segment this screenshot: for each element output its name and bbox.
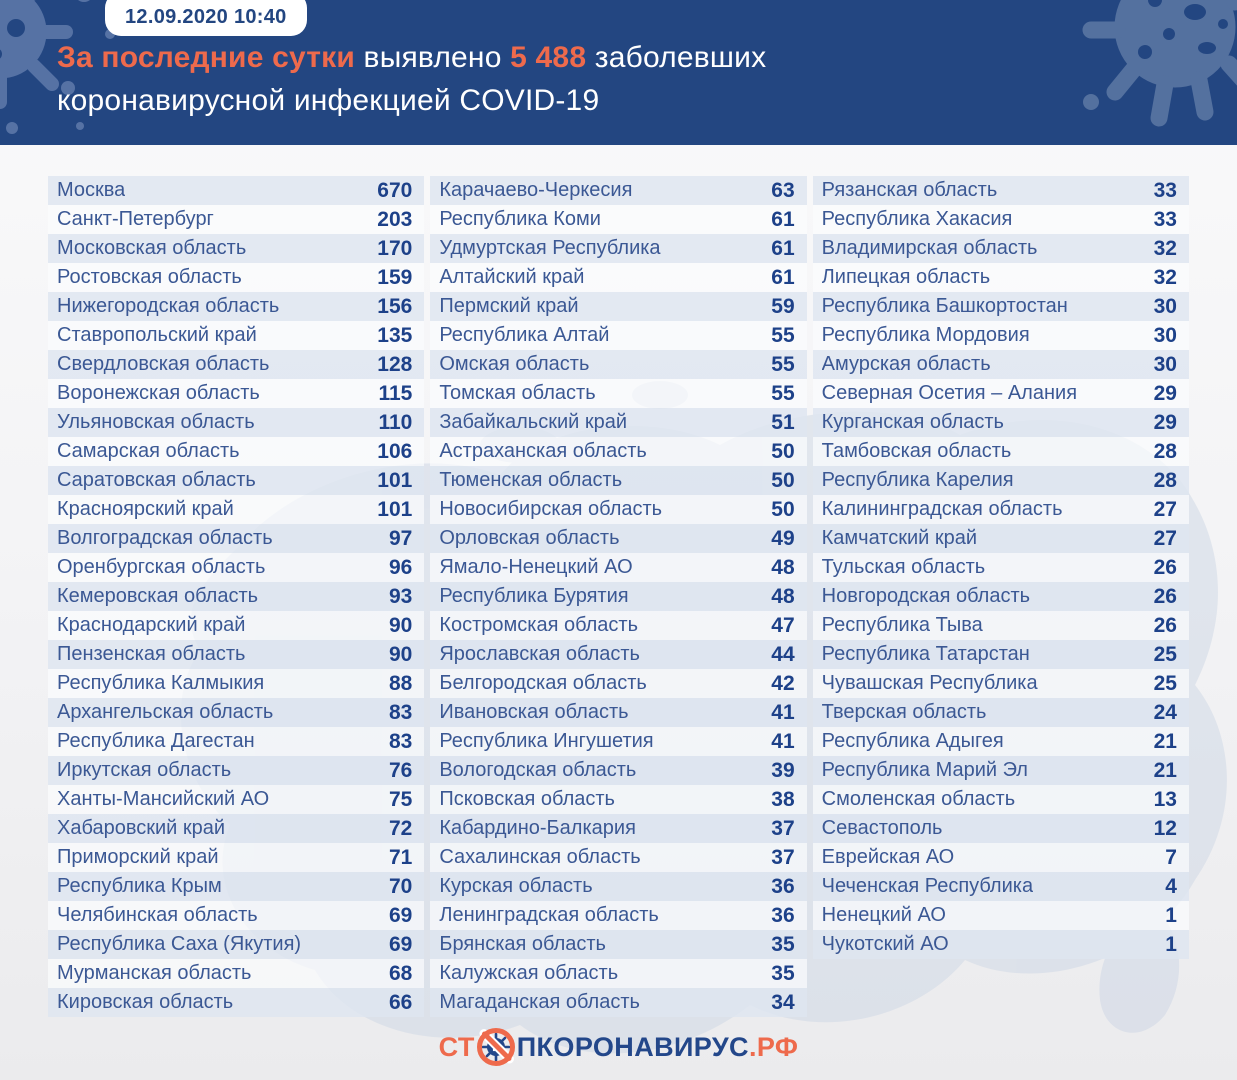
region-name: Республика Коми bbox=[439, 208, 601, 230]
region-name: Чукотский АО bbox=[821, 933, 949, 955]
datetime-badge: 12.09.2020 10:40 bbox=[105, 0, 307, 36]
table-row bbox=[48, 495, 424, 524]
region-name: Республика Калмыкия bbox=[57, 672, 265, 694]
region-name: Республика Адыгея bbox=[821, 730, 1004, 752]
table-row bbox=[430, 843, 806, 872]
region-name: Калининградская область bbox=[821, 498, 1063, 520]
no-virus-icon bbox=[476, 1027, 516, 1067]
table-row bbox=[48, 930, 424, 959]
table-row bbox=[813, 930, 1189, 959]
region-name: Костромская область bbox=[439, 614, 639, 636]
region-name: Самарская область bbox=[57, 440, 240, 462]
region-name: Карачаево-Черкесия bbox=[439, 179, 633, 201]
table-row bbox=[813, 234, 1189, 263]
table-row bbox=[813, 553, 1189, 582]
logo-prefix: СТ bbox=[438, 1031, 475, 1062]
regions-table bbox=[48, 176, 1189, 1017]
table-row bbox=[48, 756, 424, 785]
table-row bbox=[813, 176, 1189, 205]
region-value: 50 bbox=[771, 439, 795, 463]
table-row bbox=[48, 582, 424, 611]
table-row bbox=[48, 553, 424, 582]
region-value: 128 bbox=[377, 352, 413, 376]
region-value: 63 bbox=[771, 178, 795, 202]
region-name: Ставропольский край bbox=[57, 324, 257, 346]
region-name: Псковская область bbox=[439, 788, 615, 810]
region-name: Республика Ингушетия bbox=[439, 730, 654, 752]
region-value: 13 bbox=[1153, 787, 1177, 811]
table-row bbox=[48, 814, 424, 843]
region-name: Кабардино-Балкария bbox=[439, 817, 636, 839]
region-value: 69 bbox=[388, 903, 413, 927]
region-value: 47 bbox=[771, 613, 795, 637]
table-row bbox=[430, 524, 806, 553]
region-value: 61 bbox=[771, 265, 795, 289]
region-value: 21 bbox=[1153, 758, 1177, 782]
region-name: Тамбовская область bbox=[821, 440, 1012, 462]
region-value: 1 bbox=[1165, 903, 1177, 927]
table-row bbox=[430, 611, 806, 640]
region-value: 101 bbox=[377, 468, 413, 492]
region-value: 37 bbox=[771, 816, 795, 840]
region-value: 7 bbox=[1165, 845, 1177, 869]
region-value: 21 bbox=[1153, 729, 1177, 753]
region-name: Чувашская Республика bbox=[821, 672, 1038, 694]
table-row bbox=[430, 785, 806, 814]
region-value: 36 bbox=[771, 903, 795, 927]
table-row bbox=[48, 205, 424, 234]
table-row bbox=[430, 872, 806, 901]
table-row bbox=[813, 321, 1189, 350]
region-value: 66 bbox=[388, 990, 413, 1014]
table-row bbox=[813, 379, 1189, 408]
region-name: Республика Тыва bbox=[821, 614, 983, 636]
region-value: 69 bbox=[388, 932, 413, 956]
region-value: 28 bbox=[1153, 468, 1177, 492]
region-value: 61 bbox=[771, 236, 795, 260]
region-name: Республика Хакасия bbox=[821, 208, 1013, 230]
table-row bbox=[813, 698, 1189, 727]
region-name: Оренбургская область bbox=[57, 556, 266, 578]
table-row bbox=[430, 814, 806, 843]
region-name: Республика Алтай bbox=[439, 324, 610, 346]
table-row bbox=[430, 263, 806, 292]
region-value: 71 bbox=[388, 845, 413, 869]
table-row bbox=[430, 988, 806, 1017]
title-highlight: За последние сутки bbox=[57, 41, 356, 74]
table-column bbox=[813, 176, 1189, 1017]
region-name: Владимирская область bbox=[821, 237, 1038, 259]
table-row bbox=[430, 176, 806, 205]
virus-splash-icon bbox=[1047, 0, 1237, 145]
table-row bbox=[430, 350, 806, 379]
region-name: Еврейская АО bbox=[821, 846, 955, 868]
region-name: Республика Татарстан bbox=[821, 643, 1030, 665]
table-row bbox=[813, 843, 1189, 872]
region-value: 110 bbox=[378, 410, 413, 434]
region-name: Тюменская область bbox=[439, 469, 623, 491]
table-row bbox=[813, 640, 1189, 669]
table-row bbox=[48, 698, 424, 727]
region-value: 93 bbox=[388, 584, 413, 608]
footer bbox=[0, 1022, 1237, 1072]
region-name: Магаданская область bbox=[439, 991, 640, 1013]
region-name: Орловская область bbox=[439, 527, 620, 549]
region-value: 30 bbox=[1153, 323, 1177, 347]
region-value: 90 bbox=[388, 613, 413, 637]
table-row bbox=[48, 466, 424, 495]
table-row bbox=[813, 350, 1189, 379]
region-name: Ульяновская область bbox=[57, 411, 255, 433]
table-row bbox=[48, 234, 424, 263]
region-name: Белгородская область bbox=[439, 672, 647, 694]
region-value: 39 bbox=[771, 758, 795, 782]
table-row bbox=[48, 321, 424, 350]
region-name: Республика Крым bbox=[57, 875, 222, 897]
table-row bbox=[48, 785, 424, 814]
region-value: 1 bbox=[1165, 932, 1177, 956]
region-name: Красноярский край bbox=[57, 498, 234, 520]
table-column bbox=[430, 176, 806, 1017]
region-value: 29 bbox=[1153, 381, 1177, 405]
table-row bbox=[813, 495, 1189, 524]
region-value: 106 bbox=[377, 439, 413, 463]
region-name: Рязанская область bbox=[821, 179, 998, 201]
region-value: 101 bbox=[377, 497, 413, 521]
table-row bbox=[48, 350, 424, 379]
table-row bbox=[813, 872, 1189, 901]
region-name: Алтайский край bbox=[439, 266, 585, 288]
region-name: Чеченская Республика bbox=[821, 875, 1034, 897]
table-row bbox=[430, 640, 806, 669]
region-value: 83 bbox=[388, 700, 413, 724]
region-value: 24 bbox=[1153, 700, 1177, 724]
table-row bbox=[48, 263, 424, 292]
region-value: 42 bbox=[771, 671, 795, 695]
region-value: 156 bbox=[377, 294, 413, 318]
region-value: 670 bbox=[377, 178, 413, 202]
table-row bbox=[430, 553, 806, 582]
region-name: Ленинградская область bbox=[439, 904, 659, 926]
region-name: Республика Башкортостан bbox=[821, 295, 1068, 317]
table-row bbox=[430, 756, 806, 785]
region-name: Севастополь bbox=[821, 817, 943, 839]
region-value: 33 bbox=[1153, 178, 1177, 202]
region-value: 135 bbox=[377, 323, 413, 347]
region-name: Курская область bbox=[439, 875, 593, 897]
table-row bbox=[813, 611, 1189, 640]
region-name: Тверская область bbox=[821, 701, 987, 723]
table-row bbox=[48, 611, 424, 640]
region-name: Амурская область bbox=[821, 353, 991, 375]
region-value: 35 bbox=[771, 932, 795, 956]
region-value: 36 bbox=[771, 874, 795, 898]
region-value: 33 bbox=[1153, 207, 1177, 231]
header bbox=[0, 0, 1237, 145]
table-column bbox=[48, 176, 424, 1017]
region-value: 30 bbox=[1153, 352, 1177, 376]
table-row bbox=[430, 321, 806, 350]
table-row bbox=[813, 466, 1189, 495]
region-value: 50 bbox=[771, 497, 795, 521]
table-row bbox=[430, 379, 806, 408]
table-row bbox=[430, 698, 806, 727]
region-value: 28 bbox=[1153, 439, 1177, 463]
table-row bbox=[48, 292, 424, 321]
region-name: Ростовская область bbox=[57, 266, 242, 288]
region-value: 203 bbox=[377, 207, 413, 231]
region-value: 90 bbox=[388, 642, 413, 666]
region-name: Кировская область bbox=[57, 991, 234, 1013]
region-name: Забайкальский край bbox=[439, 411, 628, 433]
region-name: Мурманская область bbox=[57, 962, 252, 984]
region-name: Омская область bbox=[439, 353, 590, 375]
region-name: Тульская область bbox=[821, 556, 986, 578]
region-value: 41 bbox=[771, 729, 795, 753]
region-name: Курганская область bbox=[821, 411, 1004, 433]
stopcoronavirus-logo bbox=[439, 1027, 799, 1067]
region-name: Новосибирская область bbox=[439, 498, 663, 520]
region-name: Липецкая область bbox=[821, 266, 991, 288]
region-value: 50 bbox=[771, 468, 795, 492]
region-value: 55 bbox=[771, 381, 795, 405]
region-value: 75 bbox=[388, 787, 413, 811]
title-line-1: За последние сутки выявлено 5 488 заболевших bbox=[57, 41, 767, 74]
region-value: 83 bbox=[388, 729, 413, 753]
region-name: Хабаровский край bbox=[57, 817, 226, 839]
table-row bbox=[48, 872, 424, 901]
region-name: Республика Бурятия bbox=[439, 585, 629, 607]
region-value: 48 bbox=[771, 584, 795, 608]
region-name: Удмуртская Республика bbox=[439, 237, 661, 259]
region-value: 59 bbox=[771, 294, 795, 318]
region-value: 12 bbox=[1153, 816, 1177, 840]
table-row bbox=[48, 640, 424, 669]
table-row bbox=[430, 437, 806, 466]
table-row bbox=[813, 901, 1189, 930]
region-value: 68 bbox=[388, 961, 413, 985]
region-value: 25 bbox=[1153, 642, 1177, 666]
table-row bbox=[48, 176, 424, 205]
table-row bbox=[48, 408, 424, 437]
table-row bbox=[48, 988, 424, 1017]
table-row bbox=[430, 495, 806, 524]
region-name: Пензенская область bbox=[57, 643, 246, 665]
region-value: 51 bbox=[771, 410, 795, 434]
region-value: 4 bbox=[1165, 874, 1177, 898]
logo-main: ПКОРОНАВИРУС bbox=[516, 1031, 749, 1062]
table-row bbox=[430, 292, 806, 321]
region-name: Саратовская область bbox=[57, 469, 256, 491]
region-value: 70 bbox=[388, 874, 413, 898]
region-name: Северная Осетия – Алания bbox=[821, 382, 1078, 404]
region-value: 29 bbox=[1153, 410, 1177, 434]
region-name: Свердловская область bbox=[57, 353, 270, 375]
title-count: 5 488 bbox=[510, 41, 587, 74]
table-row bbox=[430, 466, 806, 495]
region-name: Республика Карелия bbox=[821, 469, 1014, 491]
table-row bbox=[813, 785, 1189, 814]
region-name: Кемеровская область bbox=[57, 585, 259, 607]
region-name: Челябинская область bbox=[57, 904, 258, 926]
table-row bbox=[813, 582, 1189, 611]
table-row bbox=[48, 437, 424, 466]
region-name: Санкт-Петербург bbox=[57, 208, 214, 230]
region-name: Новгородская область bbox=[821, 585, 1031, 607]
region-value: 34 bbox=[771, 990, 795, 1014]
region-name: Камчатский край bbox=[821, 527, 978, 549]
table-row bbox=[48, 379, 424, 408]
table-row bbox=[813, 292, 1189, 321]
region-name: Волгоградская область bbox=[57, 527, 273, 549]
region-value: 35 bbox=[771, 961, 795, 985]
region-value: 30 bbox=[1153, 294, 1177, 318]
region-value: 44 bbox=[771, 642, 795, 666]
table-row bbox=[813, 727, 1189, 756]
table-row bbox=[430, 205, 806, 234]
logo-suffix: .РФ bbox=[748, 1031, 799, 1062]
region-value: 27 bbox=[1153, 497, 1177, 521]
region-value: 41 bbox=[771, 700, 795, 724]
region-value: 72 bbox=[388, 816, 413, 840]
region-value: 159 bbox=[377, 265, 413, 289]
region-value: 27 bbox=[1153, 526, 1177, 550]
table-row bbox=[813, 205, 1189, 234]
region-name: Ненецкий АО bbox=[821, 904, 946, 926]
table-row bbox=[813, 437, 1189, 466]
page-title bbox=[57, 36, 766, 122]
region-value: 32 bbox=[1153, 236, 1177, 260]
table-row bbox=[813, 814, 1189, 843]
region-value: 61 bbox=[771, 207, 795, 231]
region-name: Республика Марий Эл bbox=[821, 759, 1028, 781]
table-row bbox=[430, 727, 806, 756]
region-value: 115 bbox=[378, 381, 413, 405]
table-row bbox=[813, 669, 1189, 698]
region-name: Астраханская область bbox=[439, 440, 647, 462]
table-row bbox=[813, 756, 1189, 785]
region-value: 26 bbox=[1153, 584, 1177, 608]
region-name: Калужская область bbox=[439, 962, 619, 984]
region-value: 55 bbox=[771, 352, 795, 376]
region-name: Смоленская область bbox=[821, 788, 1016, 810]
region-value: 96 bbox=[388, 555, 413, 579]
region-name: Ивановская область bbox=[439, 701, 629, 723]
table-row bbox=[48, 669, 424, 698]
region-name: Ханты-Мансийский АО bbox=[57, 788, 270, 810]
region-name: Брянская область bbox=[439, 933, 606, 955]
region-name: Архангельская область bbox=[57, 701, 274, 723]
region-name: Томская область bbox=[439, 382, 596, 404]
table-row bbox=[48, 959, 424, 988]
table-row bbox=[430, 901, 806, 930]
region-name: Москва bbox=[57, 179, 126, 201]
region-name: Нижегородская область bbox=[57, 295, 280, 317]
region-value: 49 bbox=[771, 526, 795, 550]
region-name: Краснодарский край bbox=[57, 614, 246, 636]
region-name: Иркутская область bbox=[57, 759, 232, 781]
table-row bbox=[430, 582, 806, 611]
region-value: 37 bbox=[771, 845, 795, 869]
region-name: Пермский край bbox=[439, 295, 579, 317]
region-value: 38 bbox=[771, 787, 795, 811]
region-name: Сахалинская область bbox=[439, 846, 641, 868]
region-name: Воронежская область bbox=[57, 382, 260, 404]
region-value: 26 bbox=[1153, 613, 1177, 637]
region-value: 97 bbox=[388, 526, 413, 550]
table-row bbox=[48, 843, 424, 872]
table-row bbox=[48, 524, 424, 553]
table-row bbox=[813, 263, 1189, 292]
region-name: Приморский край bbox=[57, 846, 219, 868]
region-name: Вологодская область bbox=[439, 759, 637, 781]
region-value: 48 bbox=[771, 555, 795, 579]
title-line-2: коронавирусной инфекцией COVID-19 bbox=[57, 84, 600, 117]
table-row bbox=[430, 669, 806, 698]
table-row bbox=[48, 727, 424, 756]
table-row bbox=[430, 408, 806, 437]
table-row bbox=[813, 408, 1189, 437]
region-name: Ярославская область bbox=[439, 643, 640, 665]
region-name: Республика Мордовия bbox=[821, 324, 1030, 346]
table-row bbox=[48, 901, 424, 930]
region-value: 32 bbox=[1153, 265, 1177, 289]
region-name: Московская область bbox=[57, 237, 247, 259]
region-value: 26 bbox=[1153, 555, 1177, 579]
region-value: 76 bbox=[388, 758, 413, 782]
table-row bbox=[430, 930, 806, 959]
table-row bbox=[430, 959, 806, 988]
table-row bbox=[813, 524, 1189, 553]
region-name: Республика Саха (Якутия) bbox=[57, 933, 302, 955]
region-value: 25 bbox=[1153, 671, 1177, 695]
table-row bbox=[430, 234, 806, 263]
region-value: 88 bbox=[388, 671, 413, 695]
region-name: Ямало-Ненецкий АО bbox=[439, 556, 633, 578]
region-name: Республика Дагестан bbox=[57, 730, 255, 752]
region-value: 55 bbox=[771, 323, 795, 347]
region-value: 170 bbox=[377, 236, 413, 260]
